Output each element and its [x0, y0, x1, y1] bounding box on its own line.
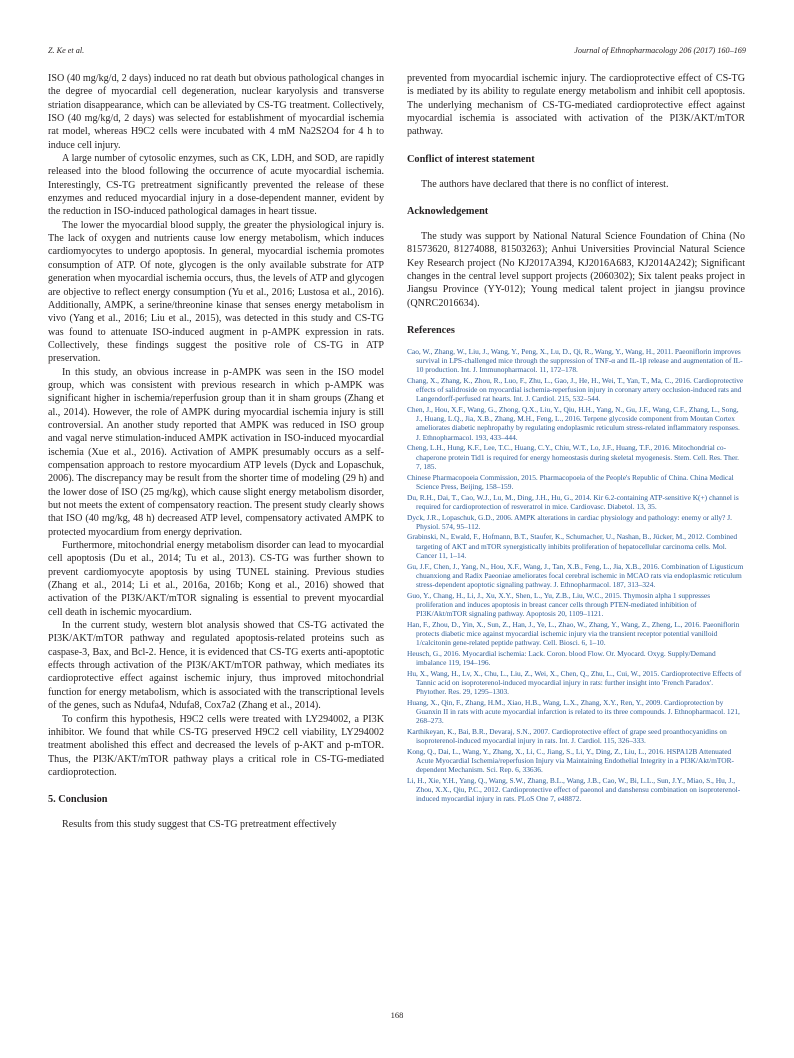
reference-item[interactable]: Chinese Pharmacopoeia Commission, 2015. Pharmacopoeia of the People's Republic of China. China Medical Science Press, Beijing, 158–159. [407, 472, 734, 491]
left-column [48, 72, 384, 832]
paragraph: The study was support by National Natural Science Foundation of China (No 81573620, 81274088, 81503263); Anhui Universities Provincial Natural Science Key Research project (No KJ2017A394, KJ2016A683, KJ2014A242); Significant changes in the central level support projects (2060302); Six talent peaks project in Jiangsu Province (YY-012); Young medical talent project in jiangsu province (QNRC2016634). [407, 231, 745, 309]
reference-item[interactable]: Karthikeyan, K., Bai, B.R., Devaraj, S.N., 2007. Cardioprotective effect of grape seed proanthocyanidins on isoproterenol-induced myocardial injury in rats. Int. J. Cardiol. 115, 326–333. [407, 726, 727, 746]
paragraph: prevented from myocardial ischemic injury. The cardioprotective effect of CS-TG is mediated by its ability to regulate energy metabolism and inhibit cell apoptosis. The underlying mechanism of CS-TG-mediated cardioprotective effect against myocardial ischemia is associated with activation of the PI3K/AKT/mTOR pathway. [407, 73, 745, 138]
section-heading-conflict: Conflict of interest statement [407, 153, 535, 165]
reference-item[interactable]: Heusch, G., 2016. Myocardial ischemia: Lack. Coron. blood Flow. Or. Myocard. Oxyg. Supply/Demand imbalance 119, 194–196. [407, 648, 716, 667]
reference-item[interactable]: Du, R.H., Dai, T., Cao, W.J., Lu, M., Ding, J.H., Hu, G., 2014. Kir 6.2-containing ATP-sensitive K(+) channel is required for cardioprotection of resveratrol in mice. Cardiovasc. Diabetol. 13, 35. [407, 492, 739, 511]
paragraph: Results from this study suggest that CS-TG pretreatment effectively [62, 819, 337, 831]
running-header [48, 46, 746, 60]
reference-item[interactable]: Chen, J., Hou, X.F., Wang, G., Zhong, Q.X., Liu, Y., Qiu, H.H., Yang, N., Gu, J.F., Wang, C.F., Zhang, L., Song, J., Huang, L.Q., Jia, X.B., Zhang, M.H., Feng, L., 2016. Terpene glycoside component from Moutan Cortex ameliorates diabetic nephropathy by regulating endoplasmic reticulum stress-related inflammatory responses. J. Ethnopharmacol. 193, 433–444. [407, 405, 740, 442]
reference-item[interactable]: Cheng, L.H., Hung, K.F., Lee, T.C., Huang, C.Y., Chiu, W.T., Lo, J.F., Huang, T.F., 2016. Mitochondrial co-chaperone protein Tid1 is required for energy homeostasis during skeletal myogenesis. Stem. Cell. Res. Ther. 7, 185. [407, 443, 740, 471]
reference-item[interactable]: Hu, X., Wang, H., Lv, X., Chu, L., Liu, Z., Wei, X., Chen, Q., Zhu, L., Cui, W., 2015. Cardioprotective Effects of Tannic acid on isoproterenol-induced myocardial injury in rats: further insight into 'French Paradox'. Phytother. Res. 29, 1295–1303. [407, 668, 742, 696]
reference-item[interactable]: Huang, X., Qin, F., Zhang, H.M., Xiao, H.B., Wang, L.X., Zhang, X.Y., Ren, Y., 2009. Cardioprotection by Guanxin II in rats with acute myocardial infarction is related to its three compounds. J. Ethnopharmacol. 121, 268–273. [407, 697, 740, 726]
reference-item[interactable]: Gu, J.F., Chen, J., Yang, N., Hou, X.F., Wang, J., Tan, X.B., Feng, L., Jia, X.B., 2016. Combination of Ligusticum chuanxiong and Radix Paeoniae ameliorates focal cerebral ischemic in MCAO rats via endoplasmic reticulum stress-dependent apoptotic signaling pathway. J. Ethnopharmacol. 187, 313–324. [407, 561, 744, 589]
paragraph: The authors have declared that there is no conflict of interest. [421, 178, 669, 190]
reference-item[interactable]: Kong, Q., Dai, L., Wang, Y., Zhang, X., Li, C., Jiang, S., Li, Y., Ding, Z., Liu, L., 2016. HSPA12B Attenuated Acute Myocardial Ischemia/reperfusion Injury via Maintaining Endothelial Integrity in a PI3K/Akt/mTOR-dependent Mechanism. Sci. Rep. 6, 33636. [407, 746, 734, 775]
paragraph: In the current study, western blot analysis showed that CS-TG activated the PI3K/AKT/mTOR pathway and regulated apoptosis-related proteins such as caspase-3, Bax, and Bcl-2. Hence, it is evidenced that CS-TG exerts anti-apoptotic effects through activation of the PI3K/AKT/mTOR pathway, which mediates its cardioprotective effect against ischemic injury, thus improved mitochondrial function for energy metabolism, which is associated with the transcriptional levels of the genes, such as Ndufa4, Ndufa8, Cox7a2 (Zhang et al., 2014). [48, 620, 384, 712]
reference-item[interactable]: Guo, Y., Chang, H., Li, J., Xu, X.Y., Shen, L., Yu, Z.B., Liu, W.C., 2015. Thymosin alpha 1 suppresses proliferation and induces apoptosis in breast cancer cells through PTEN-mediated inhibition of PI3K/Akt/mTOR signaling pathway. Apoptosis 20, 1109–1121. [407, 590, 711, 618]
section-heading-acknowledgement: Acknowledgement [407, 206, 489, 218]
reference-item[interactable]: Chang, X., Zhang, K., Zhou, R., Luo, F., Zhu, L., Gao, J., He, H., Wei, T., Yan, T., Ma, C., 2016. Cardioprotective effects of salidroside on myocardial ischemia-reperfusion injury in coronary artery occlusion-induced rats and Langendorff-perfused rat hearts. Int. J. Cardiol. 215, 532–544. [407, 376, 744, 404]
paragraph: A large number of cytosolic enzymes, such as CK, LDH, and SOD, are rapidly released into the blood following the occurrence of acute myocardial ischemia. Interestingly, CS-TG pretreatment significantly prevented the release of these enzymes and reduced myocardial injury in a dose-dependent manner, evident by the reduction in ISO-induced pathological damages in heart tissue. [48, 153, 384, 218]
reference-item[interactable]: Han, F., Zhou, D., Yin, X., Sun, Z., Han, J., Ye, L., Zhao, W., Zhang, Y., Wang, Z., Zheng, L., 2016. Paeoniflorin protects diabetic mice against myocardial ischemic injury via the transient receptor potential vanilloid 1/calcitonin gene-related peptide pathway. Cell. Biosci. 6, 1–10. [407, 619, 740, 647]
reference-item[interactable]: Li, H., Xie, Y.H., Yang, Q., Wang, S.W., Zhang, B.L., Wang, J.B., Cao, W., Bi, L.L., Sun, J.Y., Miao, S., Hu, J., Zhou, X.X., Qiu, P.C., 2012. Cardioprotective effect of paeonol and danshensu combination on isoproterenol-induced myocardial injury in rats. PLoS One 7, e48872. [407, 776, 741, 804]
right-column [407, 72, 745, 805]
paragraph: ISO (40 mg/kg/d, 2 days) induced no rat death but obvious pathological changes in the degree of myocardial cell degeneration, nuclear karyolysis and transverse striation disappearance, which can be alleviated by CS-TG treatment. Collectively, ISO (40 mg/kg/d, 2 days) was selected for establishment of myocardial ischemia rat model, whereas H9C2 cells were incubated with 4 mM Na2S2O4 for 4 h to induce cell injury. [48, 73, 384, 151]
paragraph: To confirm this hypothesis, H9C2 cells were treated with LY294002, a PI3K inhibitor. We found that while CS-TG preserved H9C2 cell viability, LY294002 treatment abolished this effect and decreased the levels of p-AKT and p-mTOR. Thus, the PI3K/AKT/mTOR pathway plays a critical role in CS-TG-mediated cardioprotection. [48, 713, 384, 778]
header-authors: Z. Ke et al. [48, 46, 85, 55]
reference-item[interactable]: Cao, W., Zhang, W., Liu, J., Wang, Y., Peng, X., Lu, D., Qi, R., Wang, Y., Wang, H., 2011. Paeoniflorin improves survival in LPS-challenged mice through the suppression of TNF-α and IL-1β release and augmentation of IL-10 production. Int. J. Immunopharmacol. 11, 172–178. [407, 347, 743, 375]
paragraph: The lower the myocardial blood supply, the greater the physiological injury is. The lack of oxygen and nutrients cause low energy metabolism, which induces cardiomyocytes to undergo apoptosis. In general, myocardial ischemia promotes consumption of ATP. Of note, glycogen is the only available substrate for ATP generation when myocardial ischemia occurs, thus, the levels of ATP and glycogen are objective to reflect energy consumption (Yu et al., 2016; Lustosa et al., 2016). Additionally, AMPK, a serine/threonine kinase that senses energy metabolism in vivo (Yang et al., 2016; Liu et al., 2015), was detected in this study and CS-TG was found to attenuate ISO-induced augment in p-AMPK expression in rats. Collectively, these findings suggest the positive role of CS-TG in ATP preservation. [48, 219, 384, 365]
page-number: 168 [390, 1010, 404, 1020]
section-heading-conclusion: 5. Conclusion [48, 794, 108, 806]
reference-list [407, 347, 745, 803]
reference-item[interactable]: Grabinski, N., Ewald, F., Hofmann, B.T., Staufer, K., Schumacher, U., Nashan, B., Jücker, M., 2012. Combined targeting of AKT and mTOR synergistically inhibits proliferation of hepatocellular carcinoma cells. Mol. Cancer 11, 1–14. [407, 532, 738, 560]
paragraph: Furthermore, mitochondrial energy metabolism disorder can lead to myocardial cell apoptosis (Du et al., 2014; Tu et al., 2013). CS-TG was further shown to prevent cardiomyocyte apoptosis by using TUNEL staining. Previous studies (Zhang et al., 2014; Li et al., 2016a, 2016b; Kong et al., 2016) showed that activation of the PI3K/AKT/mTOR signaling is essential to prevent myocardial cell death in ischemic myocardium. [48, 540, 384, 618]
section-heading-references: References [407, 325, 455, 337]
reference-item[interactable]: Dyck, J.R., Lopaschuk, G.D., 2006. AMPK alterations in cardiac physiology and pathology: enemy or ally? J. Physiol. 574, 95–112. [407, 512, 732, 531]
paragraph: In this study, an obvious increase in p-AMPK was seen in the ISO model group, which was consistent with previous research in which p-AMPK was significant higher in ischemia/reperfusion group than it in sham groups (Zhang et al., 2014). However, the role of AMPK during myocardial ischemia injury is still controversial. An another study reported that AMPK was reduced in ISO group and vagal nerve stimulation-induced AMPK activation in ISO-induced myocardial ischemia (Xue et al., 2016). Activation of AMPK presumably occurs as a self-compensation approach to restore myocardium ATP levels (Dyck and Lopaschuk, 2006). The discrepancy may be result from the shorter time of modeling (29 h) and the lower dose of ISO (25 mg/kg), which cause slight energy metabolism disorder, but not meets the extent of compensatory reaction. The present study clearly shows that ISO (40 mg/kg, 48 h) decreased ATP level, compensatory activated AMPK to protected myocardium from energy deprivation. [48, 366, 384, 538]
header-journal: Journal of Ethnopharmacology 206 (2017) 160–169 [574, 46, 746, 55]
